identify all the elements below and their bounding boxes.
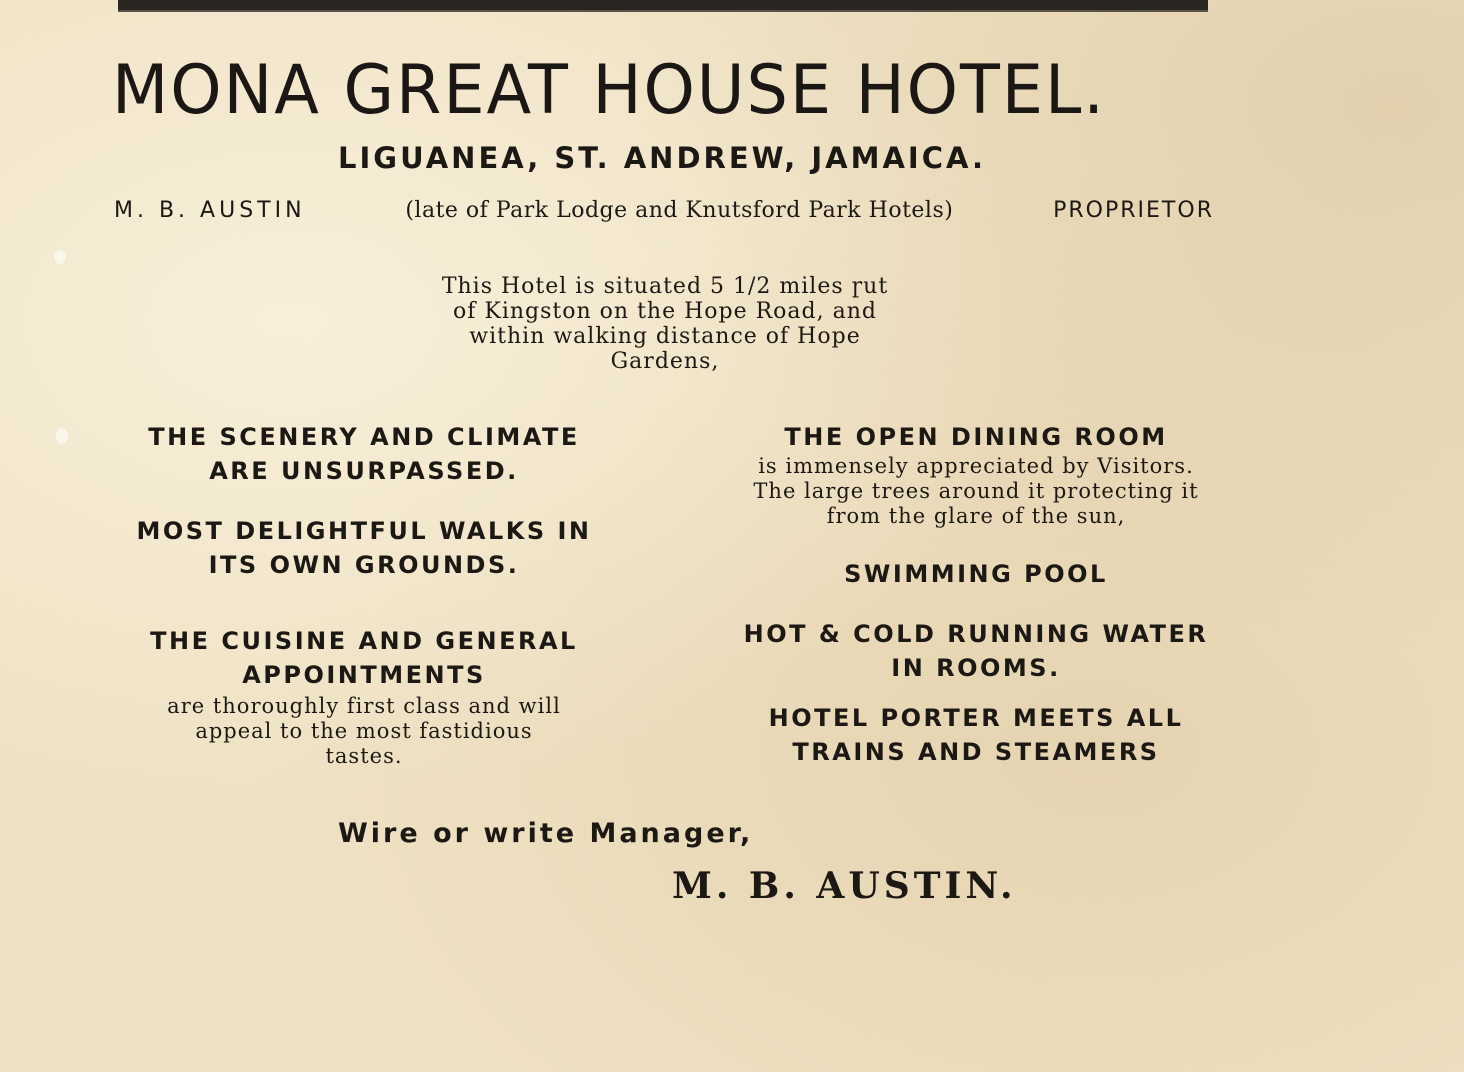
intro-line: of Kingston on the Hope Road, and [453,299,877,324]
dining-room-body-line: The large trees around it protecting it [753,479,1199,503]
proprietor-previous-hotels: (late of Park Lodge and Knutsford Park Hotels) [405,198,954,223]
paper-speck [54,250,66,264]
proprietor-name: M. B. AUSTIN [114,198,306,223]
walks-heading-line: ITS OWN GROUNDS. [208,551,520,579]
right-column [700,420,1252,769]
left-column [112,420,616,769]
swimming-pool-heading: SWIMMING POOL [844,560,1108,588]
running-water-heading-line: HOT & COLD RUNNING WATER [743,620,1209,648]
paper-speck [56,428,68,444]
hotel-intro [400,274,930,374]
hotel-title: MONA GREAT HOUSE HOTEL. [112,51,1106,130]
running-water-heading-line: IN ROOMS. [891,654,1061,682]
intro-line: within walking distance of Hope [469,324,861,349]
intro-line: Gardens, [610,349,720,374]
proprietor-role: PROPRIETOR [1053,198,1214,223]
hotel-porter-heading-line: HOTEL PORTER MEETS ALL [768,704,1184,732]
dining-room-heading: THE OPEN DINING ROOM [784,423,1168,451]
proprietor-line [114,196,1214,226]
walks-heading-line: MOST DELIGHTFUL WALKS IN [136,517,592,545]
hotel-porter-heading-line: TRAINS AND STEAMERS [792,738,1160,766]
cuisine-body-line: tastes. [325,744,403,768]
cuisine-body-line: appeal to the most fastidious [195,719,533,743]
manager-signature: M. B. AUSTIN. [672,865,1017,907]
scenery-heading-line: THE SCENERY AND CLIMATE [148,423,580,451]
top-border-rule [118,0,1208,12]
cuisine-heading-line: APPOINTMENTS [242,661,486,689]
cuisine-body-line: are thoroughly first class and will [167,694,561,718]
dining-room-body-line: from the glare of the sun, [826,504,1126,528]
dining-room-body-line: is immensely appreciated by Visitors. [758,454,1194,478]
scenery-heading-line: ARE UNSURPASSED. [209,457,519,485]
cuisine-heading-line: THE CUISINE AND GENERAL [150,627,578,655]
intro-line: This Hotel is situated 5 1/2 miles ɼut [441,274,889,299]
hotel-location: LIGUANEA, ST. ANDREW, JAMAICA. [338,141,986,175]
contact-instruction: Wire or write Manager, [338,818,754,849]
